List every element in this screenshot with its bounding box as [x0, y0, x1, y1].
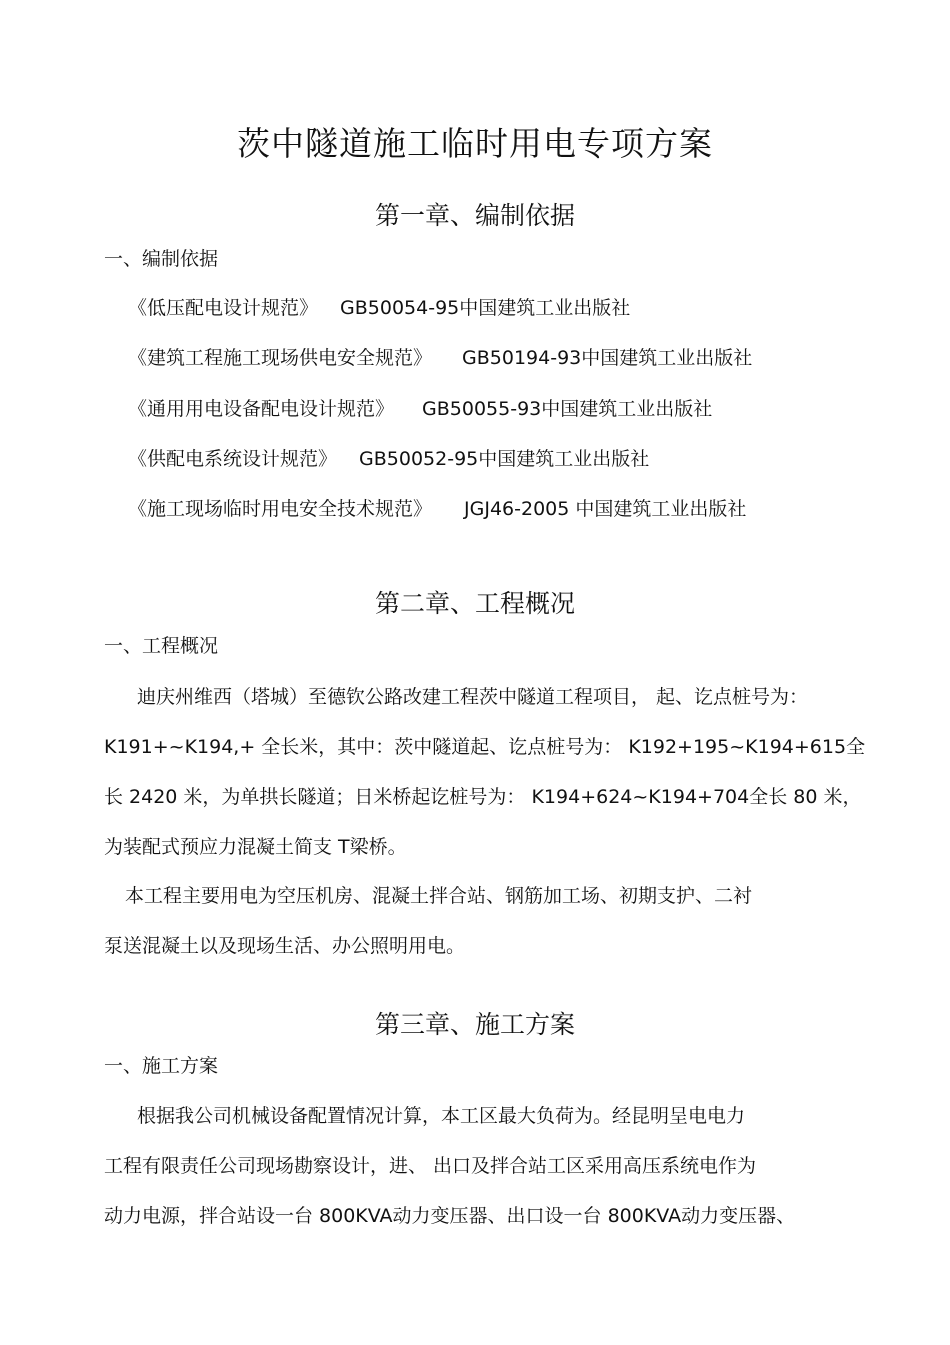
reference-name: 《低压配电设计规范》 [128, 297, 319, 319]
paragraph-line: 泵送混凝土以及现场生活、办公照明用电。 [104, 935, 466, 957]
reference-item [128, 494, 746, 521]
reference-code: GB50054-95中国建筑工业出版社 [340, 297, 631, 319]
chapter-3-section: 一、施工方案 [104, 1055, 219, 1077]
reference-code: GB50194-93中国建筑工业出版社 [462, 347, 753, 369]
reference-item [128, 343, 752, 370]
chapter-2-section: 一、工程概况 [104, 635, 219, 657]
reference-item [128, 293, 630, 320]
reference-name: 《施工现场临时用电安全技术规范》 [128, 498, 433, 520]
document-title: 茨中隧道施工临时用电专项方案 [237, 124, 713, 163]
paragraph-line: 根据我公司机械设备配置情况计算，本工区最大负荷为。经昆明呈电电力 [137, 1105, 746, 1127]
chapter-1-section: 一、编制依据 [104, 248, 219, 270]
chapter-1-heading: 第一章、编制依据 [374, 201, 575, 230]
reference-code: JGJ46-2005 中国建筑工业出版社 [464, 498, 747, 520]
reference-code: GB50055-93中国建筑工业出版社 [422, 398, 713, 420]
reference-item [128, 444, 649, 471]
paragraph-line: 工程有限责任公司现场勘察设计，进、 出口及拌合站工区采用高压系统电作为 [104, 1155, 757, 1177]
paragraph-line: 迪庆州维西（塔城）至德钦公路改建工程茨中隧道工程项目， 起、讫点桩号为： [137, 686, 809, 708]
paragraph-line: 为装配式预应力混凝土简支 T梁桥。 [104, 836, 407, 858]
paragraph-line: 动力电源，拌合站设一台 800KVA动力变压器、出口设一台 800KVA动力变压器、 [104, 1205, 796, 1227]
reference-name: 《建筑工程施工现场供电安全规范》 [128, 347, 433, 369]
reference-code: GB50052-95中国建筑工业出版社 [359, 448, 650, 470]
chapter-2-heading: 第二章、工程概况 [374, 589, 575, 618]
paragraph-line: 长 2420 米，为单拱长隧道；日米桥起讫桩号为： K194+624~K194+704全长 80 米， [104, 786, 862, 808]
reference-item [128, 394, 712, 421]
paragraph-line: K191+~K194,+ 全长米，其中：茨中隧道起、讫点桩号为： K192+195~K194+615全 [104, 736, 866, 758]
reference-name: 《通用用电设备配电设计规范》 [128, 398, 395, 420]
chapter-3-heading: 第三章、施工方案 [374, 1010, 575, 1039]
paragraph-line: 本工程主要用电为空压机房、混凝土拌合站、钢筋加工场、初期支护、二衬 [125, 885, 753, 907]
reference-name: 《供配电系统设计规范》 [128, 448, 338, 470]
